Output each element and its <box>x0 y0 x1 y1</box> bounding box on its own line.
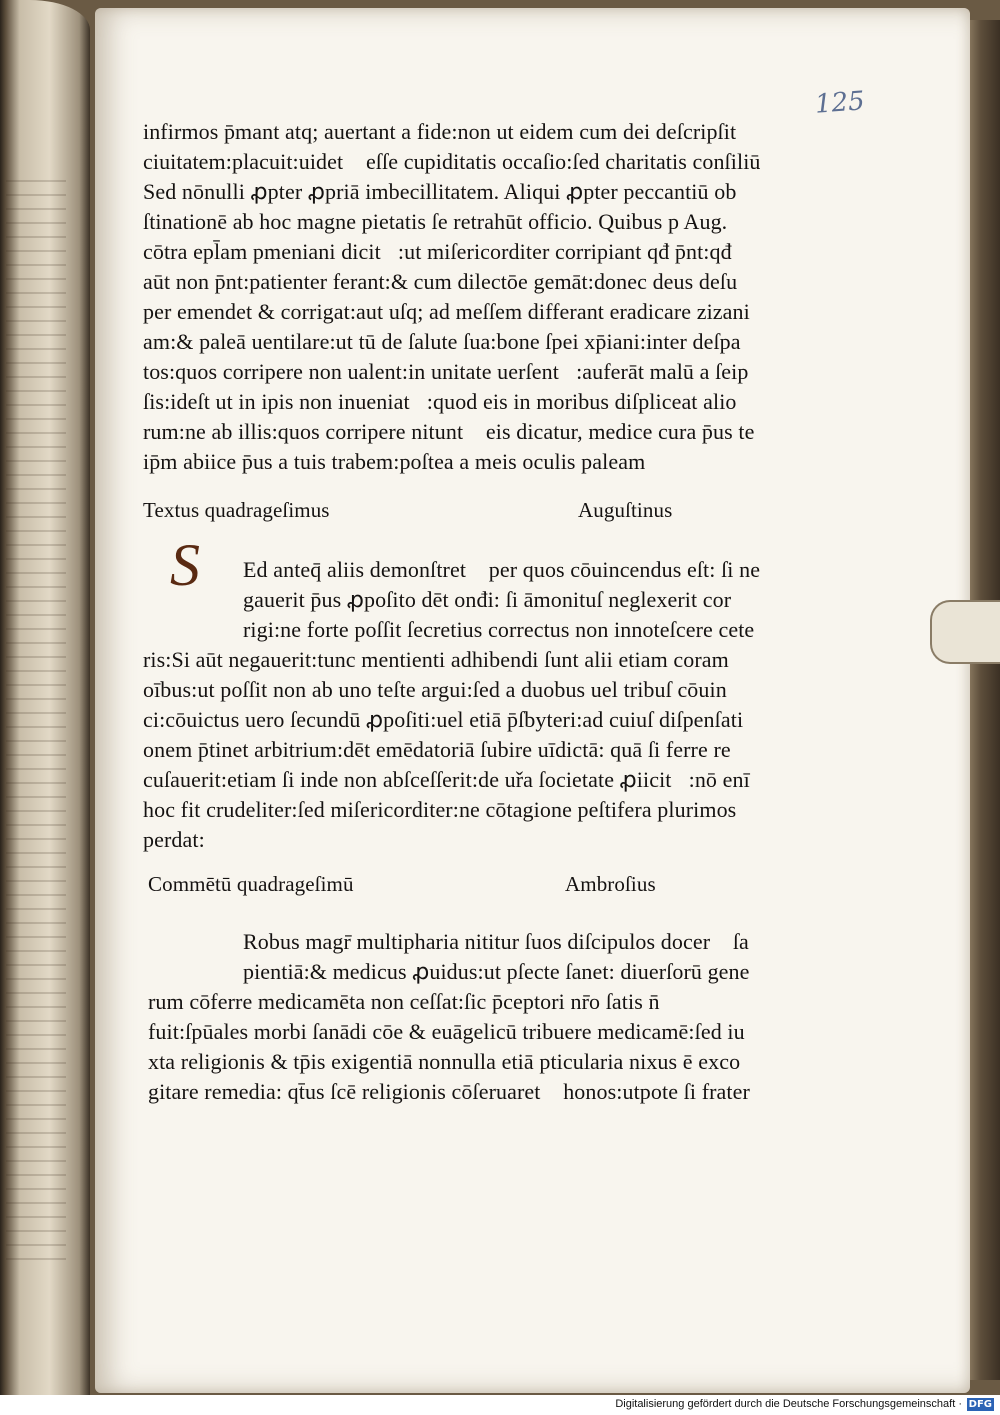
text-line: hoc fit crudeliter:ſed miſericorditer:ne cōtagione peſtifera plurimos <box>143 797 737 822</box>
text-line: per emendet & corrigat:aut uſq; ad meſſem differant eradicare zizani <box>143 299 750 324</box>
section-heading-commentum: Commētū quadrageſimū <box>148 872 354 896</box>
text-line: onem p̄tinet arbitrium:dēt emēdatoriā ſubire uīdictā: quā ſi ferre re <box>143 737 731 762</box>
text-line: cōtra epl̄am pmeniani dicit᷑:ut miſericorditer corripiant qđ p̄nt:qđ <box>143 239 732 264</box>
text-line: tos:quos corripere non ualent:in unitate uerſent᷑:auferāt malū a ſeip <box>143 359 749 384</box>
text-line: ci:cōuictus uero ſecundū ꝓpoſiti:uel etiā p̄ſbyteri:ad cuiuſ diſpenſati <box>143 707 744 732</box>
text-line: aūt non p̄nt:patienter ferant:& cum dilectōe gemāt:donec deus deſu <box>143 269 738 294</box>
footer-bar <box>0 1395 1000 1415</box>
text-line: fuit:ſpūales morbi ſanādi cōe & euāgelicū tribuere medicamē:ſed iu <box>148 1019 745 1044</box>
text-line: cuſauerit:etiam ſi inde non abſceſſerit:de uřa ſocietate ꝓiicit᷑:nō enī <box>143 767 750 792</box>
text-line: rum:ne ab illis:quos corripere nitunt᷑ eis dicatur, medice cura p̄us te <box>143 419 755 444</box>
text-line: Robus magr̄ multipharia nititur ſuos diſcipulos docer᷑ ſa <box>243 929 749 954</box>
text-line: infirmos p̄mant atq; auertant a fide:non ut eidem cum dei deſcripſit <box>143 119 737 144</box>
text-line: am:& paleā uentilare:ut tū de ſalute ſua:bone ſpei xp̄iani:inter deſpa <box>143 329 741 354</box>
folio-number: 125 <box>814 86 866 120</box>
text-line: gauerit p̄us ꝓpoſito dēt onđi: ſi āmonituſ neglexerit cor <box>243 587 732 612</box>
text-line: ris:Si aūt negauerit:tunc mentienti adhibendi ſunt alii etiam coram <box>143 647 729 672</box>
text-line: rum cōferre medicamēta non ceſſat:ſic p̄ceptori nr̄o ſatis n̄ <box>148 989 660 1014</box>
text-line: gitare remedia: qt̄us ſcē religionis cōſeruaret᷑ honos:utpote ſi frater <box>148 1079 750 1104</box>
text-line: oībus:ut poſſit non ab uno teſte argui:ſed a duobus uel tribuſ cōuin <box>143 677 727 702</box>
section-heading-textus: Textus quadrageſimus <box>143 498 330 522</box>
text-line: ciuitatem:placuit:uidet᷑ eſſe cupiditatis occaſio:ſed charitatis conſiliū <box>143 149 761 174</box>
section-author-ambrosius: Ambroſius <box>565 872 656 896</box>
text-line: pientiā:& medicus ꝓuidus:ut pſecte ſanet: diuerſorū gene <box>243 959 750 984</box>
dfg-logo: DFG <box>968 1399 992 1410</box>
text-line: rigi:ne forte poſſit ſecretius correctus non innoteſcere cete <box>243 617 755 642</box>
decorated-initial: S <box>170 532 200 598</box>
text-line: Sed nōnulli ꝓpter ꝓpriā imbecillitatem. Aliqui ꝓpter peccantiū ob <box>143 179 737 204</box>
text-line: xta religionis & tp̄is exigentiā nonnulla etiā pticularia nixus ē exco <box>148 1049 741 1074</box>
left-page-bleed-text <box>6 180 66 1260</box>
text-line: ip̄m abiice p̄us a tuis trabem:poſtea a meis oculis paleam <box>143 449 646 474</box>
funding-notice: Digitalisierung gefördert durch die Deutsche Forschungsgemeinschaft · <box>615 1398 962 1410</box>
book-fore-edge <box>968 20 1000 1380</box>
section-author-augustinus: Auguſtinus <box>578 498 673 522</box>
text-line: perdat: <box>143 827 205 852</box>
text-line: ſtinationē ab hoc magne pietatis ſe retrahūt officio. Quibus p Aug. <box>143 209 728 234</box>
text-line: ſis:ideſt ut in ipis non inueniat᷑:quod eis in moribus diſpliceat alio <box>143 389 737 414</box>
page-tab-marker <box>930 600 1000 664</box>
text-line: Ed anteq̄ aliis demonſtret᷑ per quos cōuincendus eſt: ſi ne <box>243 557 761 582</box>
